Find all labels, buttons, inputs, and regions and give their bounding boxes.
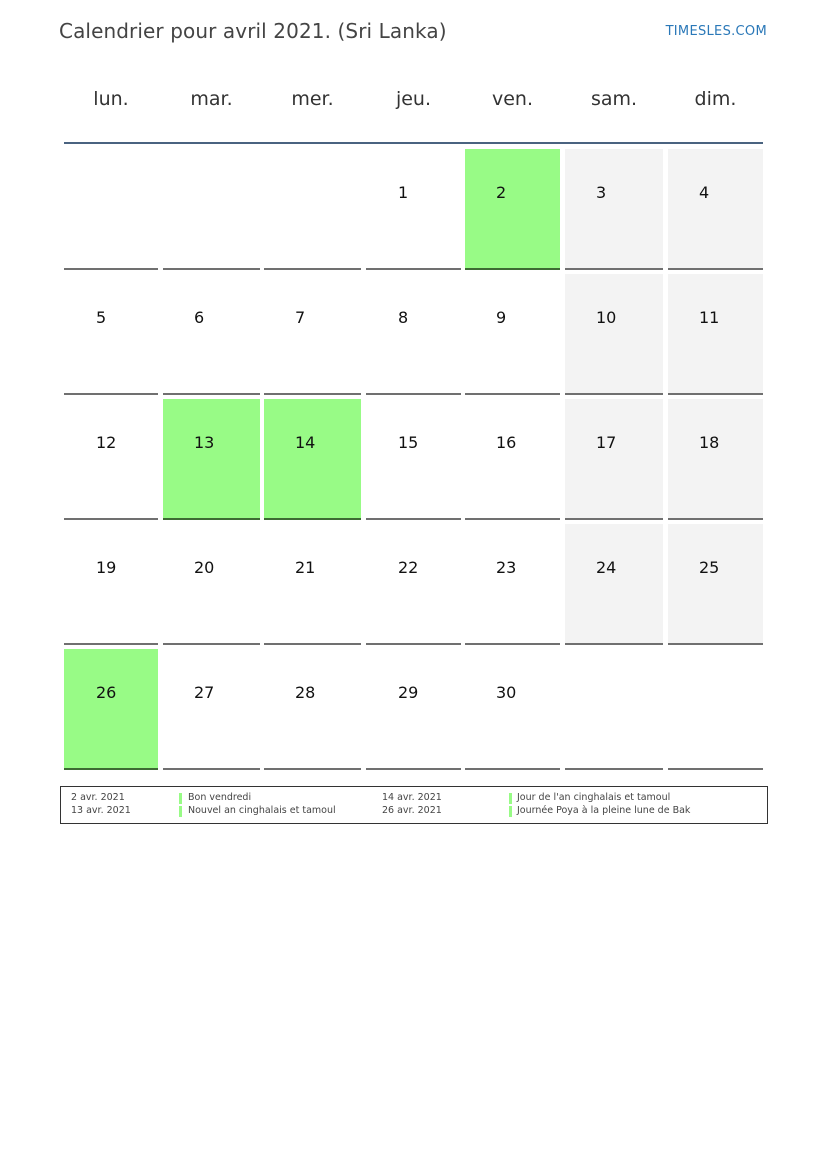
weekday-label: mar. xyxy=(190,88,233,110)
day-cell xyxy=(366,649,461,770)
empty-day-cell xyxy=(163,149,260,270)
cell-bottom-rule xyxy=(668,518,763,520)
day-number: 1 xyxy=(398,183,409,202)
day-number: 25 xyxy=(699,558,720,577)
day-cell xyxy=(465,524,560,645)
day-number: 18 xyxy=(699,433,720,452)
day-cell xyxy=(64,399,158,520)
day-number: 28 xyxy=(295,683,316,702)
cell-bottom-rule xyxy=(64,268,158,270)
legend-color-swatch xyxy=(509,793,512,804)
legend-holiday-name: Jour de l'an cinghalais et tamoul xyxy=(517,792,671,803)
day-cell xyxy=(366,149,461,270)
header-rule xyxy=(64,142,763,144)
cell-bottom-rule xyxy=(366,768,461,770)
cell-bottom-rule xyxy=(668,393,763,395)
day-number: 15 xyxy=(398,433,419,452)
cell-bottom-rule xyxy=(565,518,663,520)
cell-bottom-rule xyxy=(264,643,361,645)
day-cell xyxy=(264,649,361,770)
cell-bottom-rule xyxy=(64,393,158,395)
cell-bottom-rule xyxy=(366,643,461,645)
cell-bottom-rule xyxy=(264,393,361,395)
day-number: 29 xyxy=(398,683,419,702)
day-cell xyxy=(668,274,763,395)
legend-color-swatch xyxy=(179,806,182,817)
weekday-label: lun. xyxy=(93,88,129,110)
day-cell xyxy=(64,524,158,645)
cell-bottom-rule xyxy=(264,518,361,520)
day-number: 5 xyxy=(96,308,107,327)
day-number: 14 xyxy=(295,433,316,452)
cell-bottom-rule xyxy=(565,768,663,770)
holiday-legend xyxy=(60,786,768,824)
cell-bottom-rule xyxy=(465,393,560,395)
cell-bottom-rule xyxy=(366,268,461,270)
day-cell xyxy=(465,399,560,520)
cell-bottom-rule xyxy=(264,768,361,770)
legend-holiday-name: Nouvel an cinghalais et tamoul xyxy=(188,805,336,816)
day-cell xyxy=(163,274,260,395)
day-number: 30 xyxy=(496,683,517,702)
day-cell xyxy=(366,524,461,645)
day-cell xyxy=(64,274,158,395)
day-cell xyxy=(668,149,763,270)
day-cell xyxy=(565,274,663,395)
legend-date: 14 avr. 2021 xyxy=(382,792,442,803)
cell-bottom-rule xyxy=(264,268,361,270)
weekday-label: mer. xyxy=(291,88,334,110)
weekday-label: ven. xyxy=(491,88,533,110)
day-number: 17 xyxy=(596,433,617,452)
cell-bottom-rule xyxy=(163,643,260,645)
holiday-day-cell xyxy=(465,149,560,270)
day-cell xyxy=(264,524,361,645)
legend-holiday-name: Bon vendredi xyxy=(188,792,252,803)
cell-bottom-rule xyxy=(64,768,158,770)
day-number: 10 xyxy=(596,308,617,327)
day-number: 4 xyxy=(699,183,710,202)
legend-date: 26 avr. 2021 xyxy=(382,805,442,816)
day-number: 6 xyxy=(194,308,205,327)
day-cell xyxy=(668,524,763,645)
holiday-day-cell xyxy=(163,399,260,520)
day-number: 24 xyxy=(596,558,617,577)
day-number: 23 xyxy=(496,558,517,577)
empty-day-cell xyxy=(565,649,663,770)
weekday-label: jeu. xyxy=(395,88,432,110)
weekday-header-row xyxy=(64,88,763,120)
legend-color-swatch xyxy=(179,793,182,804)
cell-bottom-rule xyxy=(565,643,663,645)
day-cell xyxy=(465,649,560,770)
day-number: 3 xyxy=(596,183,607,202)
day-cell xyxy=(565,399,663,520)
cell-bottom-rule xyxy=(668,268,763,270)
legend-holiday-name: Journée Poya à la pleine lune de Bak xyxy=(517,805,691,816)
day-cell xyxy=(366,274,461,395)
day-number: 11 xyxy=(699,308,720,327)
brand-link[interactable]: TIMESLES.COM xyxy=(665,24,767,39)
cell-bottom-rule xyxy=(366,518,461,520)
cell-bottom-rule xyxy=(163,268,260,270)
day-cell xyxy=(668,399,763,520)
holiday-day-cell xyxy=(264,399,361,520)
cell-bottom-rule xyxy=(64,518,158,520)
empty-day-cell xyxy=(64,149,158,270)
day-cell xyxy=(465,274,560,395)
cell-bottom-rule xyxy=(465,518,560,520)
day-number: 21 xyxy=(295,558,316,577)
day-number: 19 xyxy=(96,558,117,577)
day-number: 22 xyxy=(398,558,419,577)
cell-bottom-rule xyxy=(366,393,461,395)
legend-color-swatch xyxy=(509,806,512,817)
day-number: 9 xyxy=(496,308,507,327)
day-number: 2 xyxy=(496,183,507,202)
day-cell xyxy=(565,149,663,270)
cell-bottom-rule xyxy=(565,268,663,270)
weekday-label: sam. xyxy=(590,88,638,110)
day-cell xyxy=(163,649,260,770)
weekday-label: dim. xyxy=(694,88,737,110)
cell-bottom-rule xyxy=(668,643,763,645)
day-cell xyxy=(264,274,361,395)
day-cell xyxy=(366,399,461,520)
day-number: 7 xyxy=(295,308,306,327)
cell-bottom-rule xyxy=(565,393,663,395)
cell-bottom-rule xyxy=(64,643,158,645)
day-number: 13 xyxy=(194,433,215,452)
page-title: Calendrier pour avril 2021. (Sri Lanka) xyxy=(59,19,447,43)
day-number: 16 xyxy=(496,433,517,452)
cell-bottom-rule xyxy=(163,518,260,520)
legend-date: 13 avr. 2021 xyxy=(71,805,131,816)
cell-bottom-rule xyxy=(465,643,560,645)
cell-bottom-rule xyxy=(465,768,560,770)
cell-bottom-rule xyxy=(465,268,560,270)
empty-day-cell xyxy=(668,649,763,770)
day-number: 26 xyxy=(96,683,117,702)
day-number: 8 xyxy=(398,308,409,327)
day-number: 20 xyxy=(194,558,215,577)
cell-bottom-rule xyxy=(163,768,260,770)
day-cell xyxy=(565,524,663,645)
cell-bottom-rule xyxy=(163,393,260,395)
day-number: 12 xyxy=(96,433,117,452)
empty-day-cell xyxy=(264,149,361,270)
day-number: 27 xyxy=(194,683,215,702)
day-cell xyxy=(163,524,260,645)
cell-bottom-rule xyxy=(668,768,763,770)
legend-date: 2 avr. 2021 xyxy=(71,792,125,803)
holiday-day-cell xyxy=(64,649,158,770)
